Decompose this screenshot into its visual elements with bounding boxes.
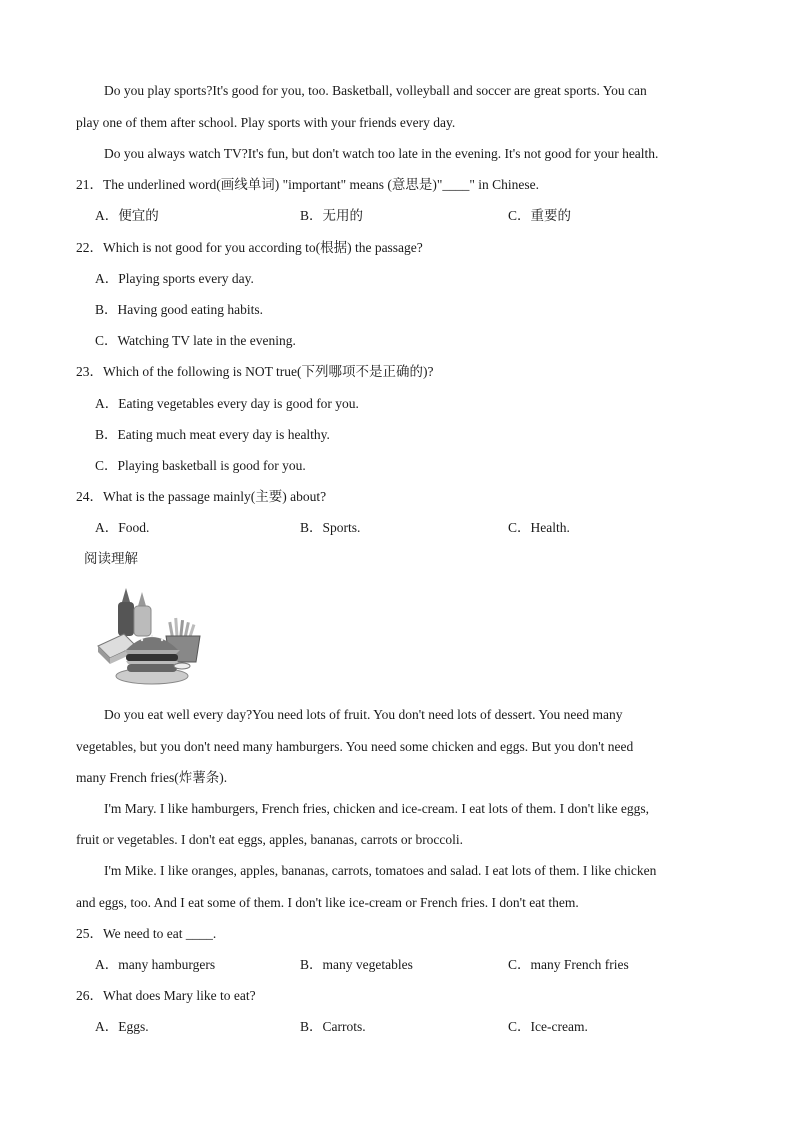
option-c: C．many French fries — [508, 957, 629, 972]
passage-line: I'm Mike. I like oranges, apples, bananas, carrots, tomatoes and salad. I eat lots of them. I like chicken — [104, 863, 657, 878]
option-c: C．Watching TV late in the evening. — [95, 333, 296, 348]
option-a: A．Eating vegetables every day is good for you. — [95, 396, 359, 411]
question-stem: 26．What does Mary like to eat? — [76, 988, 256, 1003]
option-c: C．重要的 — [508, 208, 572, 223]
option-b: B．无用的 — [300, 208, 364, 223]
passage-line: Do you always watch TV?It's fun, but don't watch too late in the evening. It's not good for your health. — [104, 146, 659, 161]
question-stem: 25．We need to eat ____. — [76, 926, 217, 941]
fast-food-icon — [96, 584, 204, 688]
option-a: A．便宜的 — [95, 208, 159, 223]
passage-line: fruit or vegetables. I don't eat eggs, apples, bananas, carrots or broccoli. — [76, 832, 464, 847]
passage-line: I'm Mary. I like hamburgers, French fries, chicken and ice-cream. I eat lots of them. I don't like eggs, — [104, 801, 650, 816]
question-stem: 21．The underlined word(画线单词) "important" means (意思是)"____" in Chinese. — [76, 177, 539, 192]
question-stem: 24．What is the passage mainly(主要) about? — [76, 489, 327, 504]
option-a: A．Playing sports every day. — [95, 271, 254, 286]
option-b: B．Having good eating habits. — [95, 302, 263, 317]
passage-line: many French fries(炸薯条). — [76, 770, 228, 785]
passage-line: play one of them after school. Play sports with your friends every day. — [76, 115, 456, 130]
option-a: A．Eggs. — [95, 1019, 149, 1034]
passage-line: vegetables, but you don't need many hamburgers. You need some chicken and eggs. But you don't need — [76, 739, 634, 754]
option-a: A．Food. — [95, 520, 150, 535]
option-b: B．many vegetables — [300, 957, 413, 972]
passage-line: Do you eat well every day?You need lots of fruit. You don't need lots of dessert. You need many — [104, 707, 623, 722]
question-stem: 22．Which is not good for you according to(根据) the passage? — [76, 240, 423, 255]
passage-line: and eggs, too. And I eat some of them. I don't like ice-cream or French fries. I don't eat them. — [76, 895, 579, 910]
option-c: C．Ice-cream. — [508, 1019, 588, 1034]
section-title: 阅读理解 — [84, 551, 138, 567]
option-b: B．Sports. — [300, 520, 361, 535]
option-c: C．Playing basketball is good for you. — [95, 458, 306, 473]
passage-line: Do you play sports?It's good for you, too. Basketball, volleyball and soccer are great sports. You can — [104, 83, 647, 98]
option-a: A．many hamburgers — [95, 957, 216, 972]
question-stem: 23．Which of the following is NOT true(下列哪项不是正确的)? — [76, 364, 434, 379]
option-b: B．Carrots. — [300, 1019, 366, 1034]
option-b: B．Eating much meat every day is healthy. — [95, 427, 330, 442]
option-c: C．Health. — [508, 520, 570, 535]
